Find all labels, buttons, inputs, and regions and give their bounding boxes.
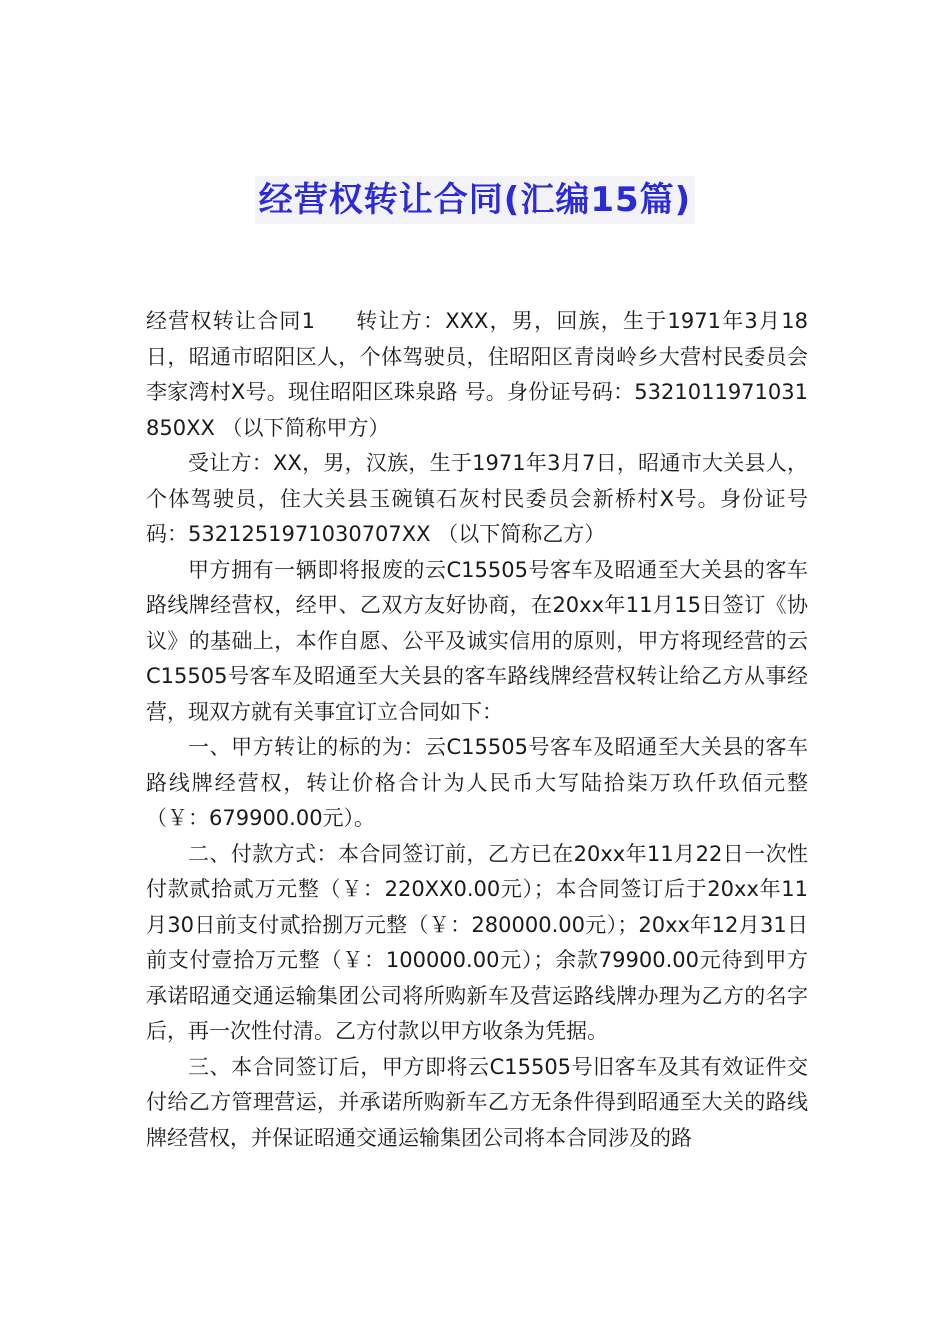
paragraph-background: 甲方拥有一辆即将报废的云C15505号客车及昭通至大关县的客车路线牌经营权，经甲、乙双方友好协商，在20xx年11月15日签订《协议》的基础上，本作自愿、公平及诚实信用的原则，甲方将现经营的云C15505号客车及昭通至大关县的客车路线牌经营权转让给乙方从事经营，现双方就有关事宜订立合同如下： bbox=[146, 557, 808, 724]
section-heading: 经营权转让合同1 bbox=[146, 309, 316, 333]
document-title: 经营权转让合同(汇编15篇) bbox=[255, 176, 695, 224]
paragraph-transferor-text: 转让方：XXX，男，回族，生于1971年3月18日，昭通市昭阳区人，个体驾驶员，住昭阳区青岗岭乡大营村民委员会李家湾村X号。现住昭阳区珠泉路 号。身份证号码：5321011971031850XX （以下简称甲方） bbox=[146, 309, 808, 440]
title-container bbox=[0, 176, 950, 224]
paragraph-clause-1: 一、甲方转让的标的为：云C15505号客车及昭通至大关县的客车路线牌经营权，转让价格合计为人民币大写陆拾柒万玖仟玖佰元整 （￥：679900.00元）。 bbox=[146, 735, 808, 830]
document-body bbox=[146, 304, 808, 1156]
paragraph-clause-2: 二、付款方式：本合同签订前，乙方已在20xx年11月22日一次性付款贰拾贰万元整（￥：220XX0.00元）；本合同签订后于20xx年11月30日前支付贰拾捌万元整（￥：280000.00元）；20xx年12月31日前支付壹拾万元整（￥：100000.00元）；余款79900.00元待到甲方承诺昭通交通运输集团公司将所购新车及营运路线牌办理为乙方的名字后，再一次性付清。乙方付款以甲方收条为凭据。 bbox=[146, 841, 808, 1043]
paragraph-clause-3: 三、本合同签订后，甲方即将云C15505号旧客车及其有效证件交付给乙方管理营运，并承诺所购新车乙方无条件得到昭通至大关的路线牌经营权，并保证昭通交通运输集团公司将本合同涉及的路 bbox=[146, 1054, 808, 1150]
paragraph-transferee: 受让方：XX，男，汉族，生于1971年3月7日，昭通市大关县人，个体驾驶员，住大关县玉碗镇石灰村民委员会新桥村X号。身份证号码：5321251971030707XX （以下简称乙方） bbox=[146, 451, 808, 546]
paragraph-transferor bbox=[146, 304, 808, 446]
